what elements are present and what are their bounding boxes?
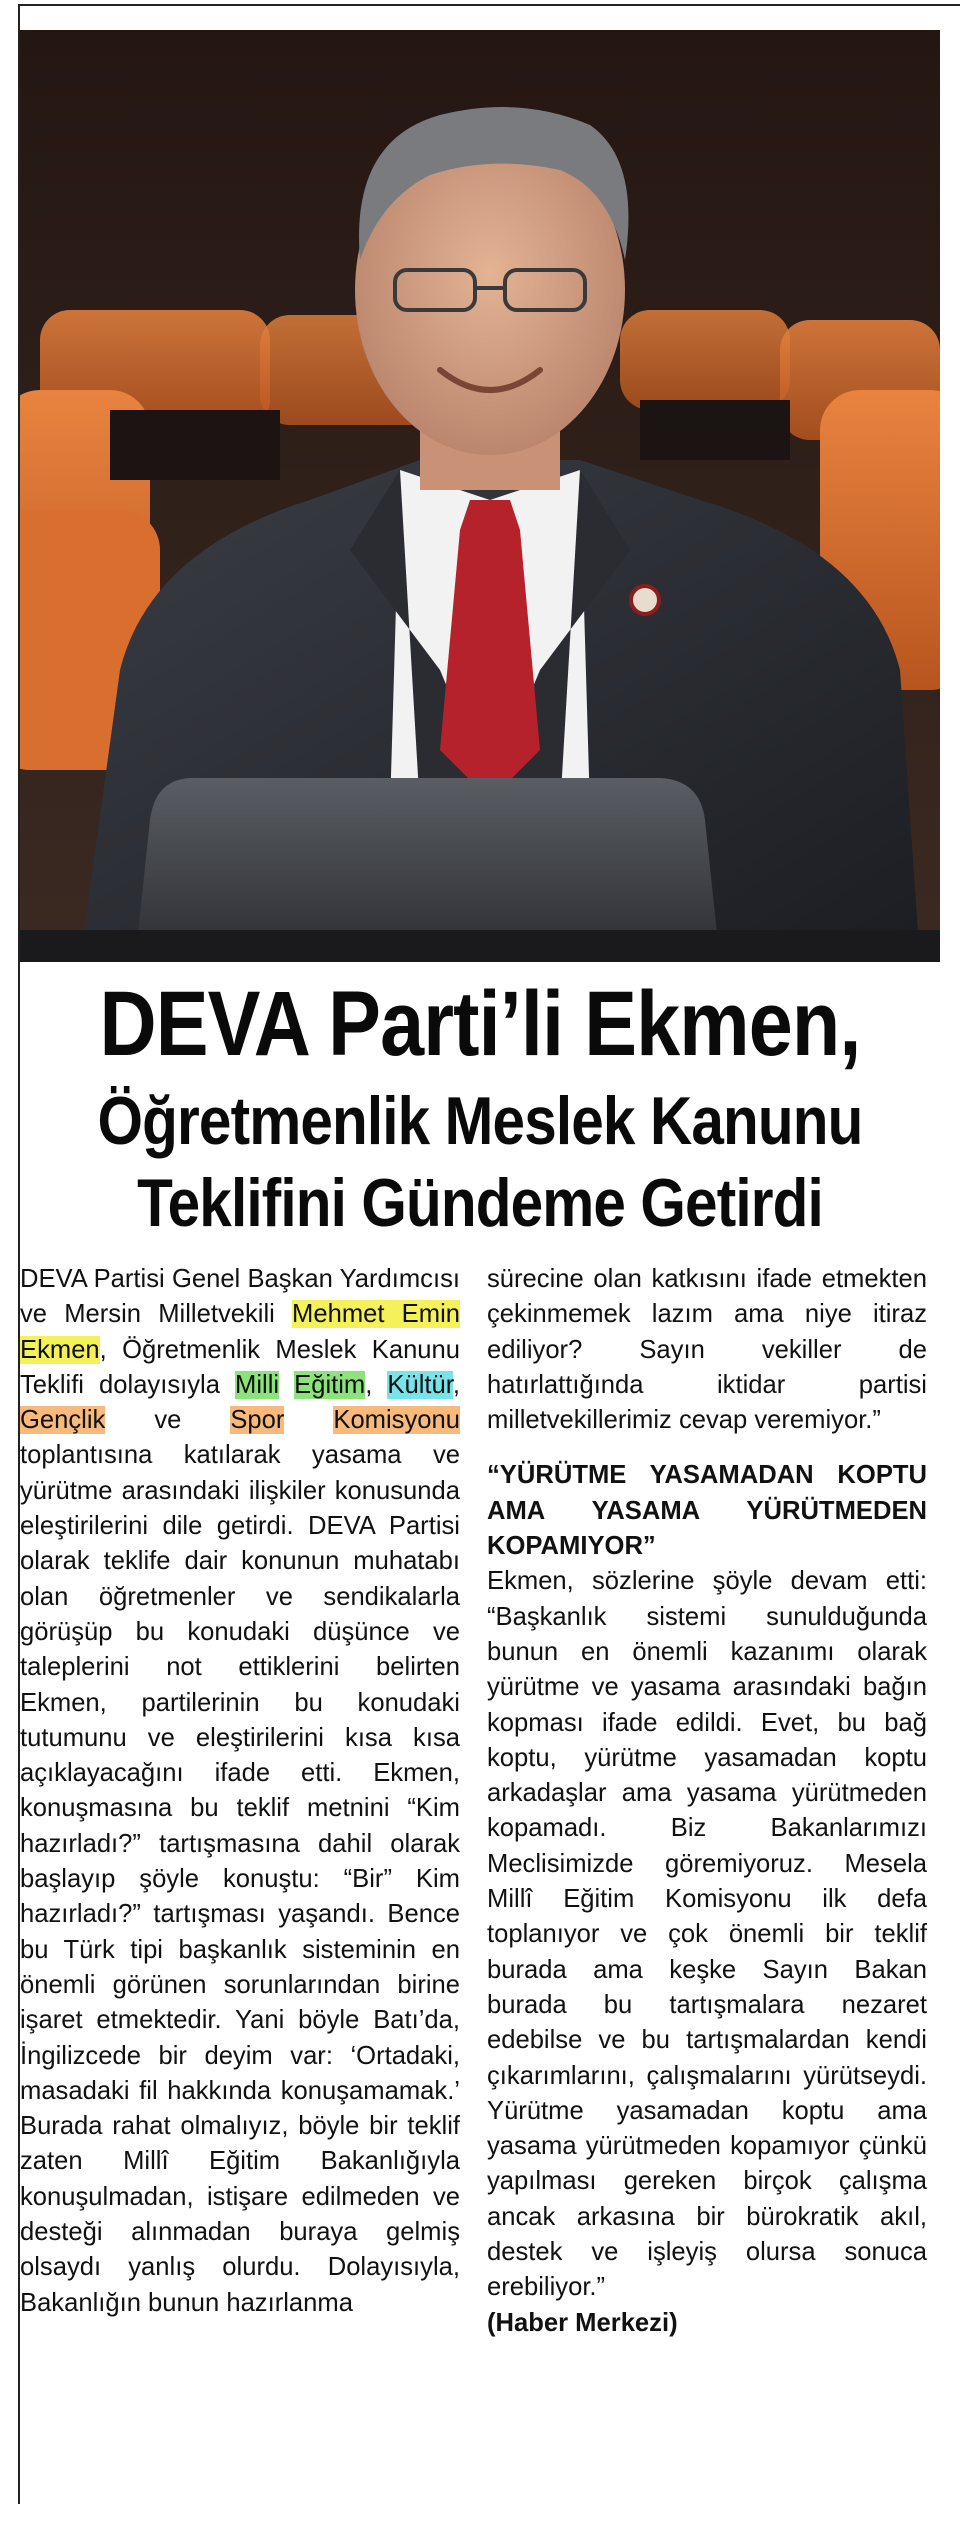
headline-line-3: Teklifini Gündeme Getirdi [137,1165,823,1241]
text-run: , [365,1370,388,1399]
headline-line-2: Öğretmenlik Meslek Kanunu [97,1083,863,1159]
article-column-left [20,1262,460,2321]
paragraph-quote: Ekmen, sözlerine şöyle devam etti: “Başkanlık sistemi sunulduğunda bunun en önemli kazanımı olarak yürütme ve yasama arasındaki bağın kopması ifade edildi. Evet, bu bağ koptu, yürütme yasamadan koptu arkadaşlar ama yasama yürütmeden kopamadı. Biz Bakanlarımızı Meclisimizde göremiyoruz. Mesela Millî Eğitim Komisyonu ilk defa toplanıyor ve çok önemli bir teklif burada ama keşke Sayın Bakan burada bu tartışmalara nezaret edebilse ve bu tartışmalardan kendi çıkarımlarını, çalışmalarını yürütseydi. Yürütme yasamadan koptu ama yasama yürütmeden kopamıyor çünkü yapılması gereken birçok çalışma ancak arkasına bir bürokratik akıl, destek ve işleyiş olursa sonuca erebiliyor.” [487,1567,927,2302]
highlight-kultur: Kültür [387,1370,453,1399]
text-run: , Öğretmenlik Meslek Kanunu Teklifi dolayısıyla [20,1335,460,1399]
highlight-spor: Spor [230,1406,285,1435]
text-run [284,1406,333,1434]
article-photo [20,30,940,962]
paragraph-intro [20,1262,460,2321]
portrait-illustration [20,30,940,962]
text-run [279,1371,294,1399]
paragraph-continued: sürecine olan katkısını ifade etmekten çekinmemek lazım ama niye itiraz ediliyor? Sayın vekiller de hatırlattığında iktidar partisi milletvekillerimiz cevap veremiyor.” [487,1265,927,1435]
text-run: toplantısına katılarak yasama ve yürütme arasındaki ilişkiler konusunda eleştirilerini dile getirdi. DEVA Partisi olarak teklife dair konunun muhatabı olan öğretmenler ve sendikalarla görüşüp bu konudaki düşünce ve taleplerini not ettiklerini belirten Ekmen, partilerinin bu konudaki tutumunu ve eleştirilerini kısa kısa açıklayacağını ifade etti. Ekmen, konuşmasına bu teklif metnini “Kim hazırladı?” tartışmasına dahil olarak başlayıp şöyle konuştu: “Bir” Kim hazırladı?” tartışması yaşandı. Bence bu Türk tipi başkanlık sisteminin en önemli görünen sorunlarından birine işaret etmektedir. Yani böyle Batı’da, İngilizcede bir deyim var: ‘Ortadaki, masadaki fil hakkında konuşamamak.’ Burada rahat olmalıyız, böyle bir teklif zaten Millî Eğitim Bakanlığıyla konuşulmadan, istişare edilmeden ve desteği alınmadan buraya gelmiş olsaydı yanlış olurdu. Dolayısıyla, Bakanlığın bunun hazırlanma [20,1441,460,2317]
text-run: ve [105,1406,231,1435]
highlight-genclik: Gençlik [20,1406,106,1435]
highlight-egitim: Eğitim [294,1370,366,1399]
highlight-milli: Milli [235,1370,280,1399]
article-column-right [487,1262,927,2341]
highlight-name: Mehmet Emin Ekmen [20,1300,460,1364]
source-credit: (Haber Merkezi) [487,2308,678,2337]
headline [20,968,940,1244]
headline-line-1: DEVA Parti’li Ekmen, [99,973,861,1075]
top-border-rule [18,4,960,6]
text-run: DEVA Partisi Genel Başkan Yardımcısı ve Mersin Milletvekili [20,1265,460,1329]
highlight-komisyonu: Komisyonu [333,1406,460,1435]
section-subheading: “YÜRÜTME YASAMADAN KOPTU AMA YASAMA YÜRÜTMEDEN KOPAMIYOR” [487,1461,927,1561]
text-run: , [452,1370,460,1399]
